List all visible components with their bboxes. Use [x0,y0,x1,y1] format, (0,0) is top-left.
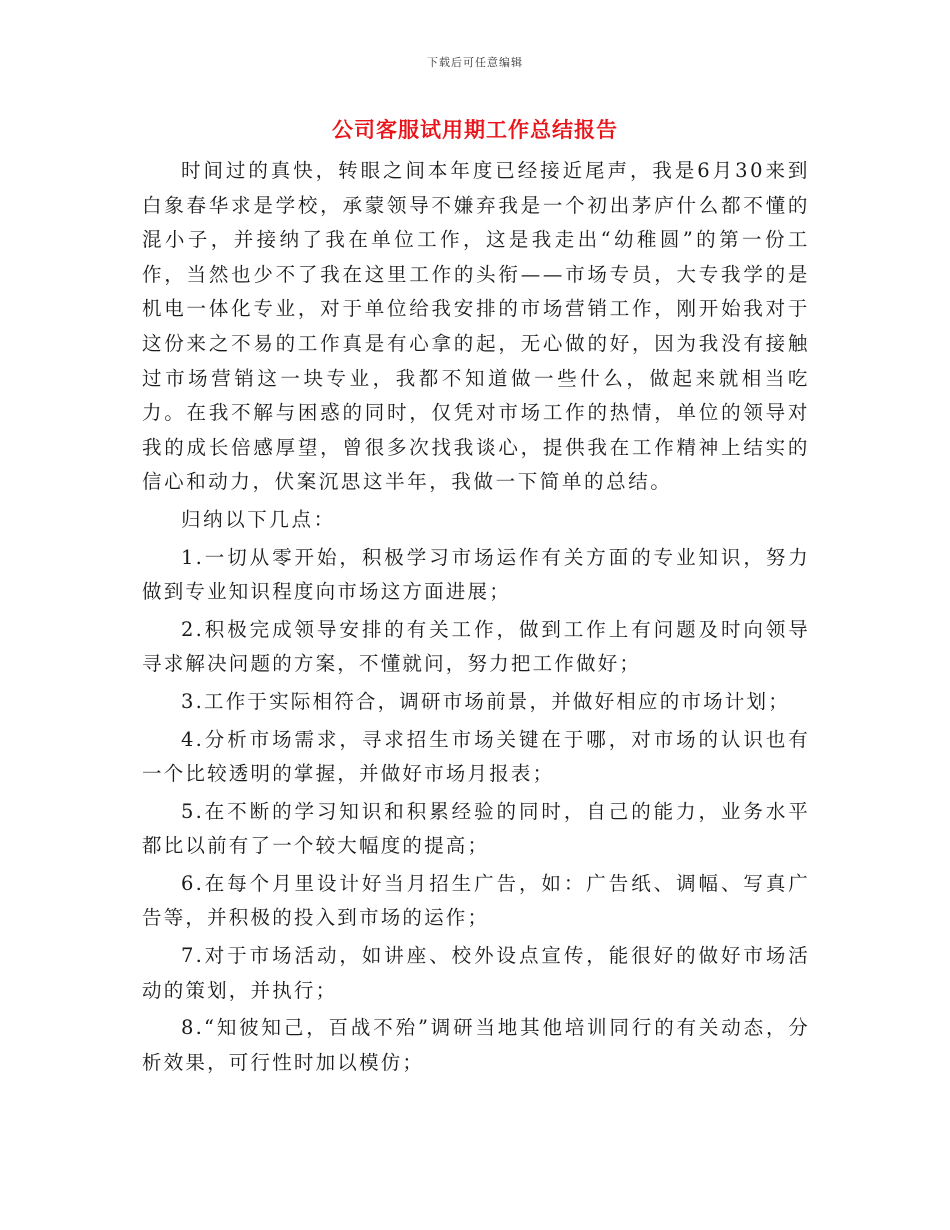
list-item: 1.一切从零开始，积极学习市场运作有关方面的专业知识，努力做到专业知识程度向市场这方面进展； [142,545,810,604]
list-item: 3.工作于实际相符合，调研市场前景，并做好相应的市场计划； [181,689,790,713]
list-item: 7.对于市场活动，如讲座、校外设点宣传，能很好的做好市场活动的策划，并执行； [142,944,810,1002]
list-item: 6.在每个月里设计好当月招生广告，如：广告纸、调幅、写真广告等，并积极的投入到市场的运作； [142,871,810,930]
document-body [142,154,810,1083]
list-item: 4.分析市场需求，寻求招生市场关键在于哪，对市场的认识也有一个比较透明的掌握，并做好市场月报表； [142,727,810,786]
list-item: 8.“知彼知己，百战不殆”调研当地其他培训同行的有关动态，分析效果，可行性时加以模仿； [142,1016,810,1074]
list-item: 5.在不断的学习知识和积累经验的同时，自己的能力，业务水平都比以前有了一个较大幅度的提高； [142,799,810,858]
page-header: 下载后可任意编辑 [427,56,523,69]
summary-lead: 归纳以下几点： [181,507,336,531]
list-item: 2.积极完成领导安排的有关工作，做到工作上有问题及时向领导寻求解决问题的方案，不懂就问，努力把工作做好； [142,617,810,676]
document-title: 公司客服试用期工作总结报告 [332,117,618,142]
intro-paragraph: 时间过的真快，转眼之间本年度已经接近尾声，我是6月30来到白象春华求是学校，承蒙领导不嫌弃我是一个初出茅庐什么都不懂的混小子，并接纳了我在单位工作，这是我走出“幼稚圆”的第一份工作，当然也少不了我在这里工作的头衔——市场专员，大专我学的是机电一体化专业，对于单位给我安排的市场营销工作，刚开始我对于这份来之不易的工作真是有心拿的起，无心做的好，因为我没有接触过市场营销这一块专业，我都不知道做一些什么，做起来就相当吃力。在我不解与困惑的同时，仅凭对市场工作的热情，单位的领导对我的成长倍感厚望，曾很多次找我谈心，提供我在工作精神上结实的信心和动力，伏案沉思这半年，我做一下简单的总结。 [142,159,810,494]
